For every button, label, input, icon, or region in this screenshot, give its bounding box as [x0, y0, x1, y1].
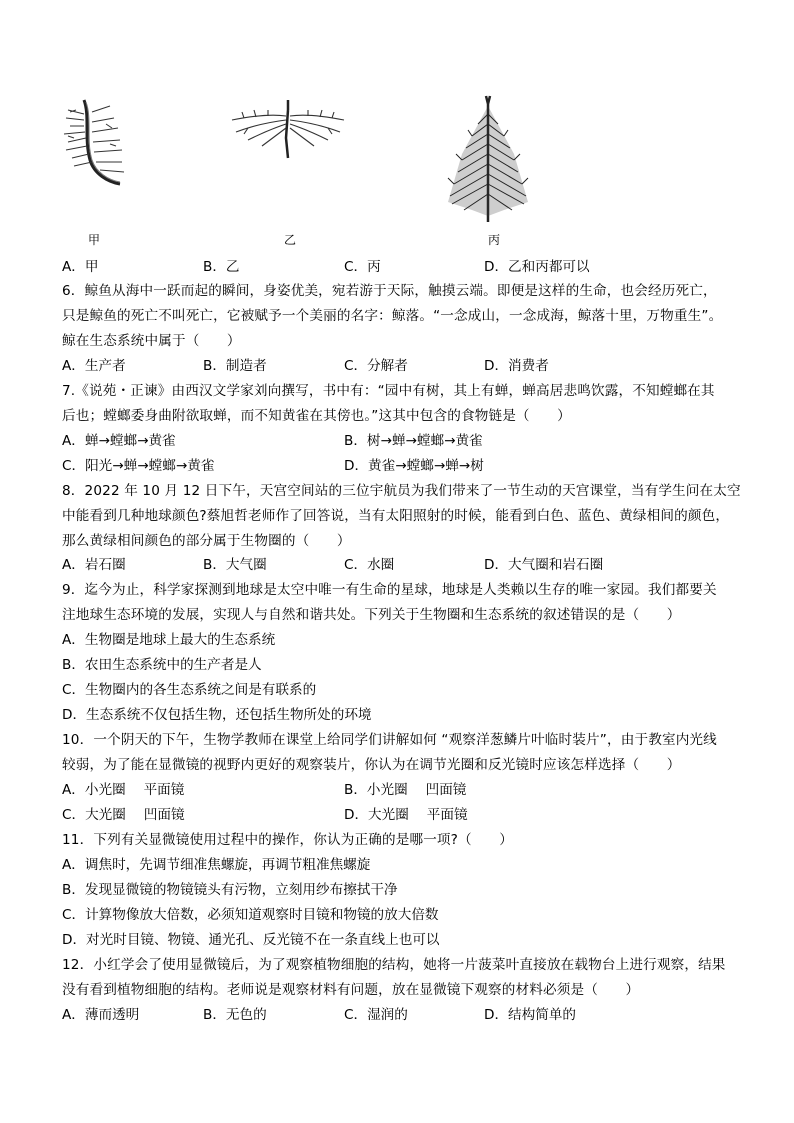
- q7-stem-line-1: 7.《说苑・正谏》由西汉文学家刘向撰写，书中有：“园中有树，其上有蝉，蝉高居悲鸣饮露，不知螳螂在其: [62, 383, 715, 399]
- q7-option-a: A．蝉→螳螂→黄雀: [62, 433, 176, 449]
- q6-stem-line-2: 只是鲸鱼的死亡不叫死亡，它被赋予一个美丽的名字：鲸落。“一念成山，一念成海，鲸落十里，万物重生”。: [62, 308, 723, 324]
- q10-stem-line-2: 较弱，为了能在显微镜的视野内更好的观察装片，你认为在调节光圈和反光镜时应该怎样选择（ ）: [62, 757, 681, 773]
- q12-option-b: B．无色的: [203, 1007, 267, 1023]
- caption-jia: 甲: [88, 233, 101, 247]
- q8-option-d: D．大气圈和岩石圈: [484, 557, 604, 573]
- q11-option-c: C．计算物像放大倍数，必须知道观察时目镜和物镜的放大倍数: [62, 907, 439, 923]
- q8-option-a: A．岩石圈: [62, 557, 126, 573]
- q9-stem-line-2: 注地球生态环境的发展，实现人与自然和谐共处。下列关于生物圈和生态系统的叙述错误的是（ ）: [62, 607, 681, 623]
- q10-stem-line-1: 10．一个阴天的下午，生物学教师在课堂上给同学们讲解如何 “观察洋葱鳞片叶临时装片”，由于教室内光线: [62, 732, 717, 748]
- q12-stem-line-1: 12．小红学会了使用显微镜后，为了观察植物细胞的结构，她将一片菠菜叶直接放在载物台上进行观察，结果: [62, 957, 726, 973]
- q8-option-b: B．大气圈: [203, 557, 267, 573]
- q12-stem-line-2: 没有看到植物细胞的结构。老师说是观察材料有问题，放在显微镜下观察的材料必须是（ ）: [62, 982, 640, 998]
- q11-option-a: A．调焦时，先调节细准焦螺旋，再调节粗准焦螺旋: [62, 857, 371, 873]
- q5-option-b: B．乙: [203, 259, 240, 275]
- q7-option-d: D．黄雀→螳螂→蝉→树: [344, 458, 484, 474]
- root-figure-yi: [228, 98, 346, 164]
- q11-stem-line-1: 11．下列有关显微镜使用过程中的操作，你认为正确的是哪一项?（ ）: [62, 832, 514, 848]
- q8-stem-line-2: 中能看到几种地球颜色?蔡旭哲老师作了回答说，当有太阳照射的时候，能看到白色、蓝色、黄绿相间的颜色，: [62, 508, 730, 524]
- q9-option-b: B．农田生态系统中的生产者是人: [62, 657, 262, 673]
- q10-option-c: C．大光圈 凹面镜: [62, 807, 185, 823]
- q9-stem-line-1: 9．迄今为止，科学家探测到地球是太空中唯一有生命的星球，地球是人类赖以生存的唯一家园。我们都要关: [62, 582, 717, 598]
- q5-option-a: A．甲: [62, 259, 99, 275]
- q7-option-c: C．阳光→蝉→螳螂→黄雀: [62, 458, 215, 474]
- q6-option-b: B．制造者: [203, 358, 267, 374]
- q10-option-a: A．小光圈 平面镜: [62, 782, 185, 798]
- q6-option-d: D．消费者: [484, 358, 549, 374]
- root-figure-jia: [62, 98, 128, 190]
- q6-stem-line-1: 6．鲸鱼从海中一跃而起的瞬间，身姿优美，宛若游于天际，触摸云端。即便是这样的生命，也会经历死亡，: [62, 283, 717, 299]
- q11-option-d: D．对光时目镜、物镜、通光孔、反光镜不在一条直线上也可以: [62, 932, 440, 948]
- q7-stem-line-2: 后也；螳螂委身曲附欲取蝉，而不知黄雀在其傍也。”这其中包含的食物链是（ ）: [62, 408, 571, 424]
- root-figure-bing: [442, 94, 534, 226]
- q10-option-d: D．大光圈 平面镜: [344, 807, 468, 823]
- q9-option-a: A．生物圈是地球上最大的生态系统: [62, 632, 276, 648]
- q8-stem-line-3: 那么黄绿相间颜色的部分属于生物圈的（ ）: [62, 533, 351, 549]
- q12-option-a: A．薄而透明: [62, 1007, 140, 1023]
- caption-yi: 乙: [284, 233, 297, 247]
- q12-option-d: D．结构简单的: [484, 1007, 577, 1023]
- q9-option-d: D．生态系统不仅包括生物，还包括生物所处的环境: [62, 707, 372, 723]
- q11-option-b: B．发现显微镜的物镜镜头有污物，立刻用纱布擦拭干净: [62, 882, 398, 898]
- q7-option-b: B．树→蝉→螳螂→黄雀: [344, 433, 483, 449]
- q6-option-c: C．分解者: [344, 358, 408, 374]
- q5-option-c: C．丙: [344, 259, 381, 275]
- q9-option-c: C．生物圈内的各生态系统之间是有联系的: [62, 682, 317, 698]
- q6-stem-line-3: 鲸在生态系统中属于（ ）: [62, 333, 241, 349]
- caption-bing: 丙: [488, 233, 501, 247]
- q5-option-d: D．乙和丙都可以: [484, 259, 590, 275]
- q6-option-a: A．生产者: [62, 358, 126, 374]
- q12-option-c: C．湿润的: [344, 1007, 408, 1023]
- q10-option-b: B．小光圈 凹面镜: [344, 782, 467, 798]
- q8-stem-line-1: 8．2022 年 10 月 12 日下午，天宫空间站的三位宇航员为我们带来了一节生动的天宫课堂，当有学生问在太空: [62, 483, 741, 499]
- q8-option-c: C．水圈: [344, 557, 395, 573]
